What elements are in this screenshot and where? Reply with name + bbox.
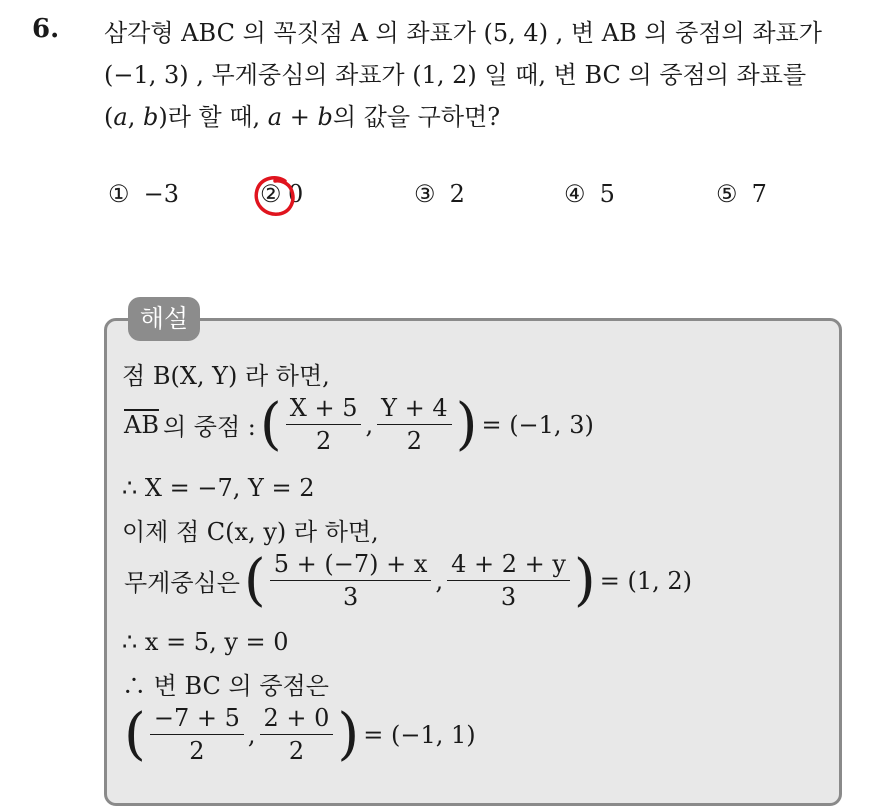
l5-text: 무게중심은 <box>124 569 240 597</box>
l8-f1-num: −7 + 5 <box>150 702 244 735</box>
question-line-2: (−1, 3) , 무게중심의 좌표가 (1, 2) 일 때, 변 BC 의 중점의 좌표를 <box>104 61 807 89</box>
l8-fraction-2 <box>260 702 334 767</box>
l5-f1-den: 3 <box>342 583 359 611</box>
question-number: 6. <box>32 14 60 44</box>
choice-4[interactable] <box>564 180 615 208</box>
solution-line-3: ∴ X = −7, Y = 2 <box>122 474 315 502</box>
q3-end: 의 값을 구하면? <box>332 103 501 131</box>
choice-1-value: −3 <box>143 180 180 208</box>
solution-line-7: ∴ 변 BC 의 중점은 <box>122 672 329 700</box>
q3-comma: , <box>127 103 143 131</box>
l5-f1-num: 5 + (−7) + x <box>270 548 432 581</box>
l2-text: 의 중점 : <box>162 413 256 441</box>
l2-left-paren: ( <box>259 391 282 457</box>
l2-f2-num: Y + 4 <box>377 392 451 425</box>
question-line-3 <box>104 96 874 138</box>
choice-3-mark: ③ <box>414 180 436 208</box>
l5-equals: = (1, 2) <box>599 566 693 595</box>
choice-2-mark: ② <box>260 180 282 208</box>
choice-1[interactable] <box>108 180 179 208</box>
q3-open: ( <box>104 103 114 131</box>
choice-4-mark: ④ <box>564 180 586 208</box>
l8-right-paren: ) <box>337 701 360 767</box>
solution-line-8 <box>122 702 478 767</box>
l8-left-paren: ( <box>124 701 146 767</box>
solution-line-6: ∴ x = 5, y = 0 <box>122 628 289 656</box>
l8-f2-den: 2 <box>288 737 305 765</box>
choice-2-value: 0 <box>288 180 304 208</box>
l2-f1-den: 2 <box>315 427 332 455</box>
solution-line-2 <box>122 392 596 457</box>
l8-f1-den: 2 <box>189 737 205 765</box>
l8-fraction-1 <box>150 702 244 767</box>
l2-f1-num: X + 5 <box>286 392 362 425</box>
l8-f2-num: 2 + 0 <box>260 702 334 735</box>
var-a-2: a <box>267 103 283 131</box>
l5-right-paren: ) <box>573 547 596 613</box>
solution-tag: 해설 <box>128 297 200 341</box>
choice-3[interactable] <box>414 180 465 208</box>
answer-choices <box>108 180 828 220</box>
question-line-1: 삼각형 ABC 의 꼭짓점 A 의 좌표가 (5, 4) , 변 AB 의 중점의 좌표가 <box>104 19 822 47</box>
l5-left-paren: ( <box>243 547 266 613</box>
segment-ab: $\overline{AB}$ <box>124 410 159 439</box>
choice-1-mark: ① <box>108 180 130 208</box>
var-b: b <box>142 103 159 131</box>
var-b-2: b <box>317 103 333 131</box>
l2-comma: , <box>365 410 374 439</box>
q3-rest: )라 할 때, <box>158 103 268 131</box>
var-a: a <box>113 103 128 131</box>
l2-fraction-2 <box>377 392 451 457</box>
l2-fraction-1 <box>286 392 362 457</box>
choice-5-value: 7 <box>751 180 767 208</box>
choice-4-value: 5 <box>599 180 615 208</box>
l8-equals: = (−1, 1) <box>363 720 476 749</box>
question-text <box>104 12 874 138</box>
choice-3-value: 2 <box>449 180 465 208</box>
solution-line-1: 점 B(X, Y) 라 하면, <box>122 362 330 390</box>
solution-line-4: 이제 점 C(x, y) 라 하면, <box>122 518 379 546</box>
l5-f2-den: 3 <box>500 583 517 611</box>
l2-equals: = (−1, 3) <box>481 410 594 439</box>
l2-f2-den: 2 <box>406 427 422 455</box>
l5-comma: , <box>435 566 444 595</box>
q3-plus: + <box>282 103 318 131</box>
choice-5-mark: ⑤ <box>716 180 738 208</box>
l5-fraction-2 <box>447 548 570 613</box>
l5-f2-num: 4 + 2 + y <box>447 548 570 581</box>
choice-5[interactable] <box>716 180 767 208</box>
l2-right-paren: ) <box>455 391 478 457</box>
selected-answer-circle-icon <box>251 172 299 220</box>
l8-comma: , <box>247 720 256 749</box>
solution-line-5 <box>122 548 694 613</box>
l5-fraction-1 <box>270 548 432 613</box>
